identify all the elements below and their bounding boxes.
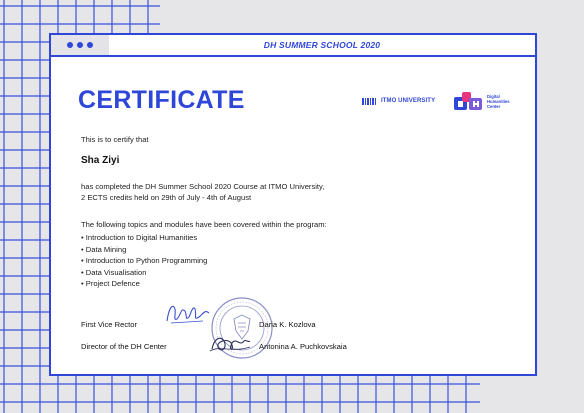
certificate-card [49, 33, 537, 376]
signature-2-drawing [206, 331, 256, 357]
dot-icon [87, 42, 93, 48]
itmo-logo-text: ITMO UNIVERSITY [381, 98, 436, 104]
list-item: • Introduction to Digital Humanities [81, 233, 198, 242]
signatory-role-2: Director of the DH Center [81, 342, 167, 351]
title-bar [51, 35, 535, 57]
dh-logo-line2: Humanities [487, 98, 510, 104]
recipient-name: Sha Ziyi [81, 155, 120, 166]
topics-intro: The following topics and modules have been covered within the program: [81, 220, 327, 229]
itmo-bars-icon [362, 98, 378, 105]
itmo-logo [362, 96, 435, 106]
dot-icon [67, 42, 73, 48]
window-dots [51, 35, 109, 55]
dh-logo-line1: Digital [487, 93, 500, 99]
dh-center-logo [454, 91, 510, 111]
completion-line-2: 2 ECTS credits held on 29th of July - 4th of August [81, 193, 252, 202]
list-item: • Introduction to Python Programming [81, 256, 208, 266]
signatory-name-2: Antonina A. Puchkovskaia [259, 342, 347, 351]
list-item: • Data Mining [81, 244, 127, 254]
dot-icon [77, 42, 83, 48]
certificate-heading: CERTIFICATE [78, 86, 245, 114]
list-item: • Data Visualisation [81, 267, 147, 277]
title-bar-text: DH SUMMER SCHOOL 2020 [263, 40, 381, 50]
signatory-name-1: Daria K. Kozlova [259, 320, 316, 329]
intro-text: This is to certify that [81, 135, 149, 144]
topics-list [81, 232, 207, 290]
dh-logo-icon [454, 91, 484, 111]
completion-line-1: has completed the DH Summer School 2020 Course at ITMO University, [81, 182, 325, 191]
signatory-role-1: First Vice Rector [81, 320, 137, 329]
list-item: • Project Defence [81, 279, 140, 289]
dh-logo-line3: Center [487, 103, 501, 109]
